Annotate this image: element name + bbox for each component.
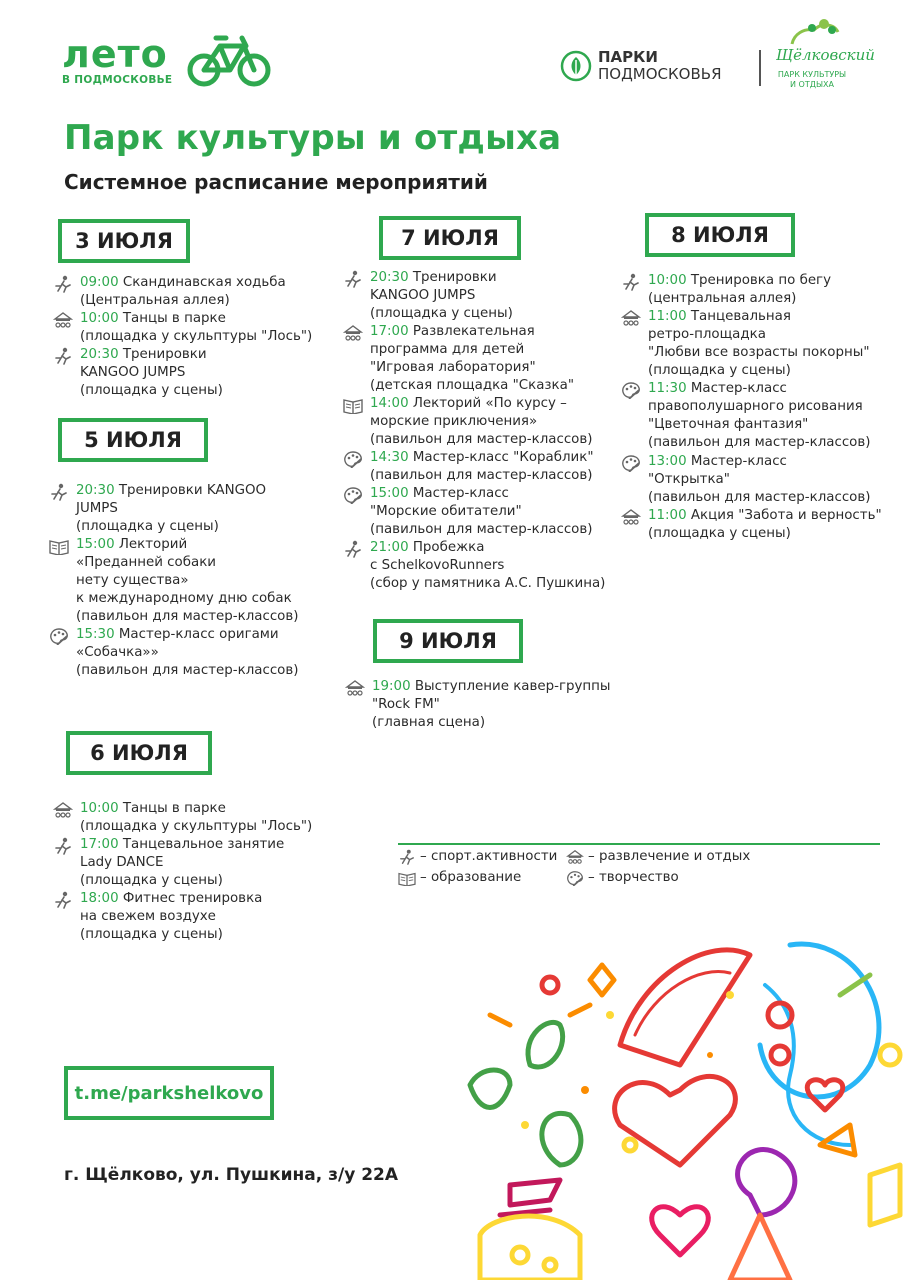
event-item [648,380,871,452]
event-time: 17:00 [370,324,409,339]
education-icon [343,396,363,414]
logo-divider [759,50,761,86]
leisure-icon [621,309,641,327]
event-item [370,539,605,593]
event-time: 10:00 [648,273,687,288]
leto-word: лето [62,32,168,76]
telegram-link[interactable]: t.me/parkshelkovo [64,1066,274,1120]
event-time: 10:00 [80,311,119,326]
event-time: 20:30 [80,347,119,362]
date-box: 9 ИЮЛЯ [373,619,523,663]
event-time: 11:30 [648,381,687,396]
parks-logo [560,49,722,83]
event-time: 10:00 [80,801,119,816]
event-time: 11:00 [648,508,687,523]
parks-line1: ПАРКИ [598,48,658,66]
legend-leisure [588,849,750,864]
event-text: Развлекательная программа для детей "Игровая лаборатория" (детская площадка "Сказка" [370,324,574,393]
legend-leisure-label: – развлечение и отдых [588,849,751,864]
creativity-icon [621,454,641,472]
event-item [372,678,611,732]
event-item [648,453,871,507]
event-item [80,274,286,310]
legend-creativity-label: – творчество [588,870,679,885]
creativity-icon [621,381,641,399]
event-text: Лекторий «Преданней собаки нету существа» к международному дню собак (павильон для мастер-классов) [76,537,299,624]
event-time: 14:30 [370,450,409,465]
event-item [76,626,299,680]
page-title: Парк культуры и отдыха [64,118,562,158]
event-text: Тренировки KANGOO JUMPS (площадка у сцены) [80,347,223,398]
event-text: Мастер-класс "Морские обитатели" (павильон для мастер-классов) [370,486,593,537]
event-item [370,323,574,395]
parks-line2: ПОДМОСКОВЬЯ [598,65,722,83]
bicycle-icon [186,30,274,90]
leaf-emblem-icon [560,50,592,82]
leisure-icon [343,324,363,342]
decorative-illustration [430,915,904,1280]
leto-logo [62,34,172,86]
education-icon [398,870,416,886]
event-time: 17:00 [80,837,119,852]
event-item [80,346,223,400]
event-item [370,449,594,485]
event-text: Тренировка по бегу (центральная аллея) [648,273,832,306]
sport-icon [53,837,73,855]
legend-divider [398,843,880,845]
event-time: 15:30 [76,627,115,642]
date-box: 3 ИЮЛЯ [58,219,190,263]
event-item [370,395,593,449]
event-time: 14:00 [370,396,409,411]
sport-icon [343,270,363,288]
address: г. Щёлково, ул. Пушкина, з/у 22А [64,1165,399,1185]
event-text: Скандинавская ходьба (Центральная аллея) [80,275,286,308]
education-icon [49,537,69,555]
event-time: 19:00 [372,679,411,694]
event-item [370,269,513,323]
event-text: Пробежка с SchelkovoRunners (сбор у памятника А.С. Пушкина) [370,540,606,591]
event-text: Мастер-класс "Открытка" (павильон для мастер-классов) [648,454,871,505]
event-item [80,836,284,890]
event-text: Мастер-класс правополушарного рисования "Цветочная фантазия" (павильон для мастер-классов) [648,381,871,450]
event-item [80,890,262,944]
sport-icon [53,347,73,365]
event-text: Акция "Забота и верность" (площадка у сцены) [648,508,882,541]
event-item [370,485,593,539]
sport-icon [53,891,73,909]
event-time: 15:00 [370,486,409,501]
event-item [76,482,266,536]
event-item [76,536,299,626]
sport-icon [53,275,73,293]
event-time: 09:00 [80,275,119,290]
leisure-icon [345,679,365,697]
event-text: Выступление кавер-группы "Rock FM" (главная сцена) [372,679,611,730]
event-item [648,308,869,380]
event-item [80,800,312,836]
event-time: 11:00 [648,309,687,324]
event-item [648,507,882,543]
legend-sport [420,849,557,864]
sport-icon [49,483,69,501]
event-time: 20:30 [76,483,115,498]
legend-education [420,870,521,885]
event-time: 20:30 [370,270,409,285]
date-box: 5 ИЮЛЯ [58,418,208,462]
event-text: Тренировки KANGOO JUMPS (площадка у сцены) [76,483,267,534]
event-text: Танцевальная ретро-площадка "Любви все возрасты покорны" (площадка у сцены) [648,309,870,378]
leto-sub: В ПОДМОСКОВЬЕ [62,74,173,86]
sport-icon [398,849,416,865]
date-box: 6 ИЮЛЯ [66,731,212,775]
legend-education-label: – образование [420,870,522,885]
event-text: Тренировки KANGOO JUMPS (площадка у сцены) [370,270,513,321]
shelkovo-logo [776,16,875,90]
page-subtitle: Системное расписание мероприятий [64,170,488,194]
event-item [648,272,831,308]
leisure-icon [53,311,73,329]
date-box: 7 ИЮЛЯ [379,216,521,260]
event-text: Танцевальное занятие Lady DANCE (площадка у сцены) [80,837,285,888]
event-text: Мастер-класс оригами «Собачка»» (павильон для мастер-классов) [76,627,299,678]
leisure-icon [53,801,73,819]
shelkovo-caption: ПАРК КУЛЬТУРЫ И ОТДЫХА [777,70,847,89]
leisure-icon [566,849,584,865]
legend-sport-label: – спорт.активности [420,849,558,864]
creativity-icon [343,450,363,468]
event-text: Танцы в парке (площадка у скульптуры "Лось") [80,311,313,344]
sport-icon [621,273,641,291]
event-time: 21:00 [370,540,409,555]
creativity-icon [49,627,69,645]
shelkovo-signature: Щёлковский [776,46,875,64]
sport-icon [343,540,363,558]
event-time: 15:00 [76,537,115,552]
event-time: 13:00 [648,454,687,469]
creativity-icon [343,486,363,504]
event-text: Мастер-класс "Кораблик" (павильон для мастер-классов) [370,450,594,483]
event-time: 18:00 [80,891,119,906]
event-text: Фитнес тренировка на свежем воздухе (площадка у сцены) [80,891,263,942]
leisure-icon [621,508,641,526]
tree-emblem-icon [782,16,842,46]
legend-creativity [588,870,679,885]
event-item [80,310,312,346]
event-text: Лекторий «По курсу – морские приключения» (павильон для мастер-классов) [370,396,593,447]
event-text: Танцы в парке (площадка у скульптуры "Лось") [80,801,313,834]
date-box: 8 ИЮЛЯ [645,213,795,257]
creativity-icon [566,870,584,886]
